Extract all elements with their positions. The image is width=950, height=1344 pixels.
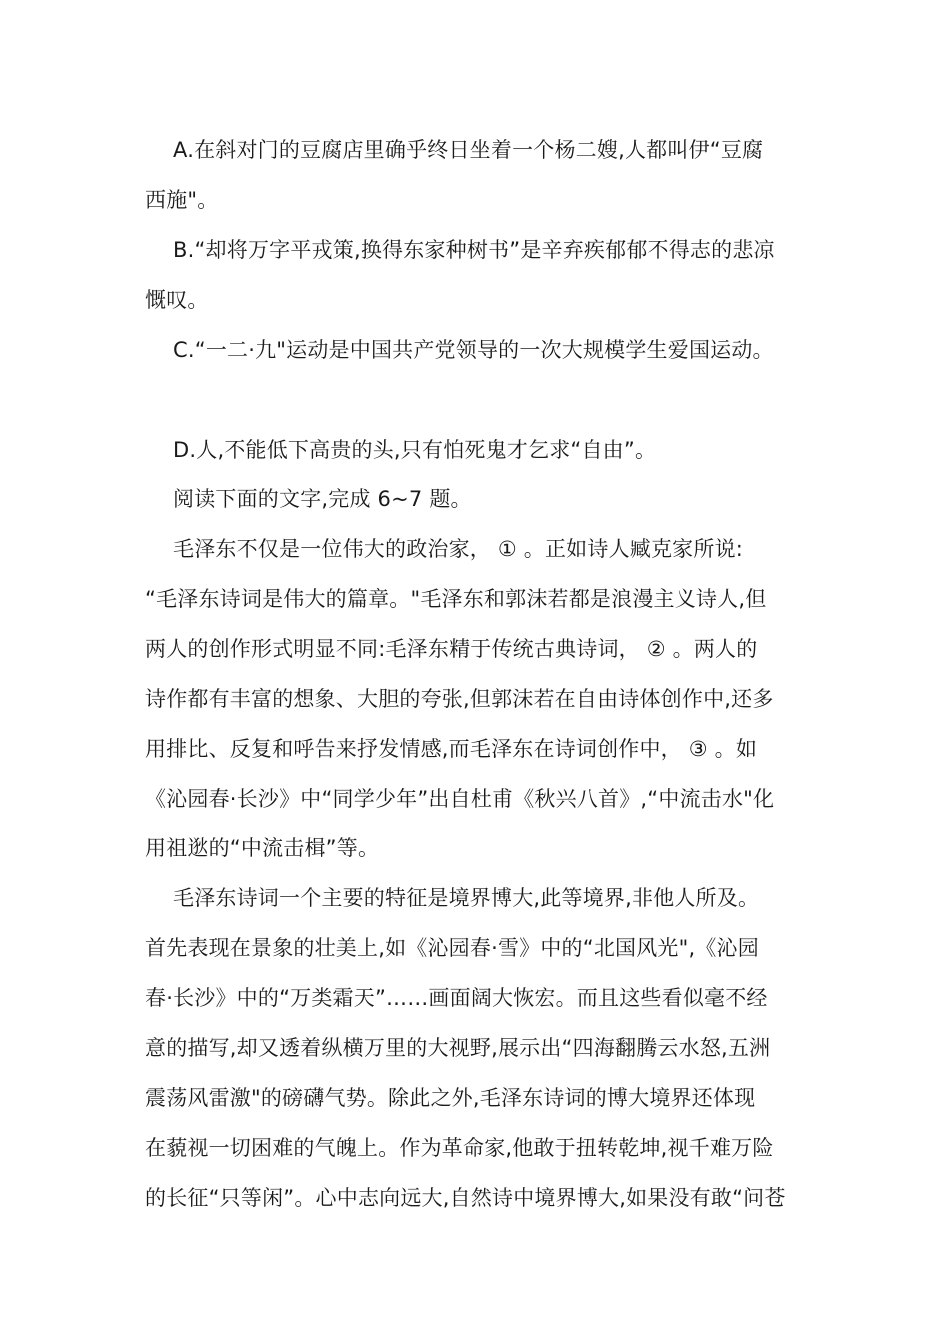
- passage-line: 两人的创作形式明显不同:毛泽东精于传统古典诗词， ② 。两人的: [145, 637, 758, 661]
- reading-instruction: 阅读下面的文字,完成 6~7 题。: [173, 487, 472, 511]
- passage-line: 意的描写,却又透着纵横万里的大视野,展示出“四海翻腾云水怒,五洲: [145, 1036, 771, 1060]
- passage-line: “毛泽东诗词是伟大的篇章。"毛泽东和郭沫若都是浪漫主义诗人,但: [145, 587, 767, 611]
- passage-line: 毛泽东不仅是一位伟大的政治家， ① 。正如诗人臧克家所说:: [173, 537, 744, 561]
- passage-line: 《沁园春·长沙》中“同学少年”出自杜甫《秋兴八首》,“中流击水"化: [145, 787, 775, 811]
- passage-line: 首先表现在景象的壮美上,如《沁园春·雪》中的“北国风光",《沁园: [145, 936, 759, 960]
- passage-line: 在藐视一切困难的气魄上。作为革命家,他敢于扭转乾坤,视千难万险: [145, 1136, 774, 1160]
- option-a-line-2: 西施"。: [145, 188, 219, 212]
- option-b-line-1: B.“却将万字平戎策,换得东家种树书”是辛弃疾郁郁不得志的悲凉: [173, 238, 775, 262]
- passage-line: 春·长沙》中的“万类霜天”……画面阔大恢宏。而且这些看似毫不经: [145, 986, 768, 1010]
- passage-line: 的长征“只等闲”。心中志向远大,自然诗中境界博大,如果没有敢“问苍: [145, 1186, 786, 1210]
- option-b-line-2: 慨叹。: [145, 288, 209, 312]
- passage-line: 用排比、反复和呼告来抒发情感,而毛泽东在诗词创作中， ③ 。如: [145, 737, 758, 761]
- passage-line: 毛泽东诗词一个主要的特征是境界博大,此等境界,非他人所及。: [173, 886, 760, 910]
- option-d-line: D.人,不能低下高贵的头,只有怕死鬼才乞求“自由”。: [173, 438, 657, 462]
- option-c-line: C.“一二·九"运动是中国共产党领导的一次大规模学生爱国运动。: [173, 338, 774, 362]
- option-a-line-1: A.在斜对门的豆腐店里确乎终日坐着一个杨二嫂,人都叫伊“豆腐: [173, 138, 764, 162]
- passage-line: 用祖逖的“中流击楫”等。: [145, 836, 380, 860]
- passage-line: 诗作都有丰富的想象、大胆的夸张,但郭沫若在自由诗体创作中,还多: [145, 687, 774, 711]
- passage-line: 震荡风雷激"的磅礴气势。除此之外,毛泽东诗词的博大境界还体现: [145, 1086, 756, 1110]
